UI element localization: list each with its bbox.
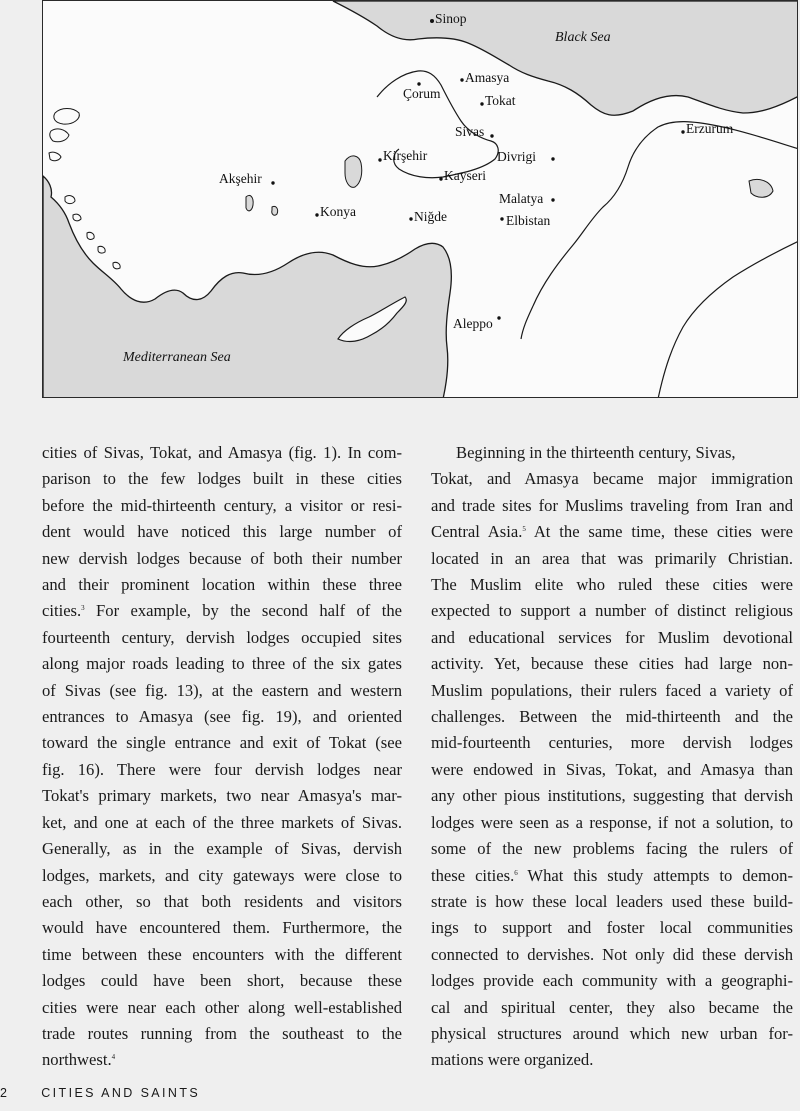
text-line: Muslim populations, their rulers faced a variety of [431,680,793,700]
text-line: and educational services for Muslim devotional [431,627,793,647]
city-label-nigde: Niğde [414,209,447,224]
city-label-divrigi: Divrigi [497,149,536,164]
text-line: mations were organized. [431,1050,594,1070]
text-line: these cities.$^6$ What this study attempts to demon- [431,865,793,885]
city-label-aleppo: Aleppo [453,316,493,331]
footnote-ref: 4 [111,1053,116,1062]
text-line: parison to the few lodges built in these cities [42,469,402,489]
text-line: mid-fourteenth centuries, more dervish lodges [431,733,793,753]
text-line: cities were near each other along well-established [42,997,402,1017]
text-line: Central Asia.$^5$ At the same time, these cities were [431,522,793,542]
text-line: ket, and one at each of the three markets of Sivas. [42,812,402,832]
city-label-elbistan: Elbistan [506,213,551,228]
text-line: strate is how these local leaders used these build- [431,891,793,911]
map-outline [43,1,798,398]
text-line: along major roads leading to three of the six gates [42,654,402,674]
lake-tuz-shape [345,156,362,187]
euphrates-river [533,122,798,306]
text-line: fourteenth century, dervish lodges occupied sites [42,627,402,647]
text-line: entrances to Amasya (see fig. 19), and oriented [42,707,402,727]
footnote-ref: 6 [514,868,518,877]
city-label-kayseri: Kayseri [444,168,486,183]
footnote-ref: 3 [81,604,85,613]
city-label-malatya: Malatya [499,191,544,206]
text-column-right [431,440,793,1074]
text-line: and trade sites for Muslims traveling from Iran and [431,495,793,515]
text-line: each other, so that both residents and visitors [42,891,402,911]
city-label-amasya: Amasya [465,70,510,85]
text-line: time between these encounters with the different [42,944,402,964]
sea-label-black: Black Sea [555,30,611,45]
city-label-sivas: Sivas [455,124,485,139]
text-line: and their prominent location within these three [42,575,402,595]
city-label-corum: Çorum [403,86,441,101]
text-line: northwest.$^4$ [42,1050,116,1070]
map-figure [42,0,798,398]
text-line: Generally, as in the example of Sivas, dervish [42,839,402,859]
text-line: of Sivas (see fig. 13), at the eastern and western [42,680,402,700]
text-line: fig. 16). There were four dervish lodges near [42,759,402,779]
footnote-ref: 5 [522,525,526,534]
text-line: ings to support and foster local communities [431,918,793,938]
page-number: 2 [0,1086,10,1100]
city-label-sinop: Sinop [435,11,467,26]
text-line: any other pious institutions, suggesting that dervish [431,786,793,806]
text-line: cities of Sivas, Tokat, and Amasya (fig. 1). In com- [42,443,402,462]
running-head: CITIES AND SAINTS [41,1086,201,1100]
page-footer [0,1086,200,1100]
text-line: some of the new problems facing the rulers of [431,839,793,859]
paragraph [42,440,402,1074]
text-line: activity. Yet, because these cities had large non- [431,654,793,674]
text-line: cal and spiritual center, they also became the [431,997,793,1017]
sea-label-mediterranean: Mediterranean Sea [123,350,231,365]
text-line: would have encountered them. Furthermore, the [42,918,402,938]
text-line: Tokat, and Amasya became major immigration [431,469,793,489]
text-line: dent would have noticed this large number of [42,522,402,542]
text-line: expected to support a number of distinct religious [431,601,793,621]
text-line: toward the single entrance and exit of Tokat (see [42,733,402,753]
text-line: new dervish lodges because of both their number [42,548,402,568]
text-column-left [42,440,402,1074]
city-label-kirsehir: Kirşehir [383,148,428,163]
text-line: lodges were seen as a response, if not a solution, to [431,812,793,832]
text-line: Beginning in the thirteenth century, Sivas, [456,443,736,462]
city-label-aksehir: Akşehir [219,171,262,186]
text-line: cities.$^3$ For example, by the second half of the [42,601,402,621]
text-line: connected to dervishes. Not only did these dervish [431,944,793,964]
text-line: The Muslim elite who ruled these cities were [431,575,793,595]
text-line: Tokat's primary markets, two near Amasya's mar- [42,786,402,806]
text-line: lodges provide each community with a geographi- [431,971,793,991]
text-line: lodges could have been short, because these [42,971,402,991]
city-label-tokat: Tokat [485,93,516,108]
text-line: challenges. Between the mid-thirteenth and the [431,707,793,727]
text-line: lodges, markets, and city gateways were close to [42,865,402,885]
text-line: physical structures around which new urban for- [431,1023,793,1043]
text-line: were endowed in Sivas, Tokat, and Amasya than [431,759,793,779]
city-label-erzurum: Erzurum [686,121,734,136]
city-label-konya: Konya [320,204,356,219]
text-line: trade routes running from the southeast to the [42,1023,402,1043]
text-line: located in an area that was primarily Christian. [431,548,793,568]
text-line: before the mid-thirteenth century, a visitor or resi- [42,495,402,515]
paragraph [431,440,793,1074]
